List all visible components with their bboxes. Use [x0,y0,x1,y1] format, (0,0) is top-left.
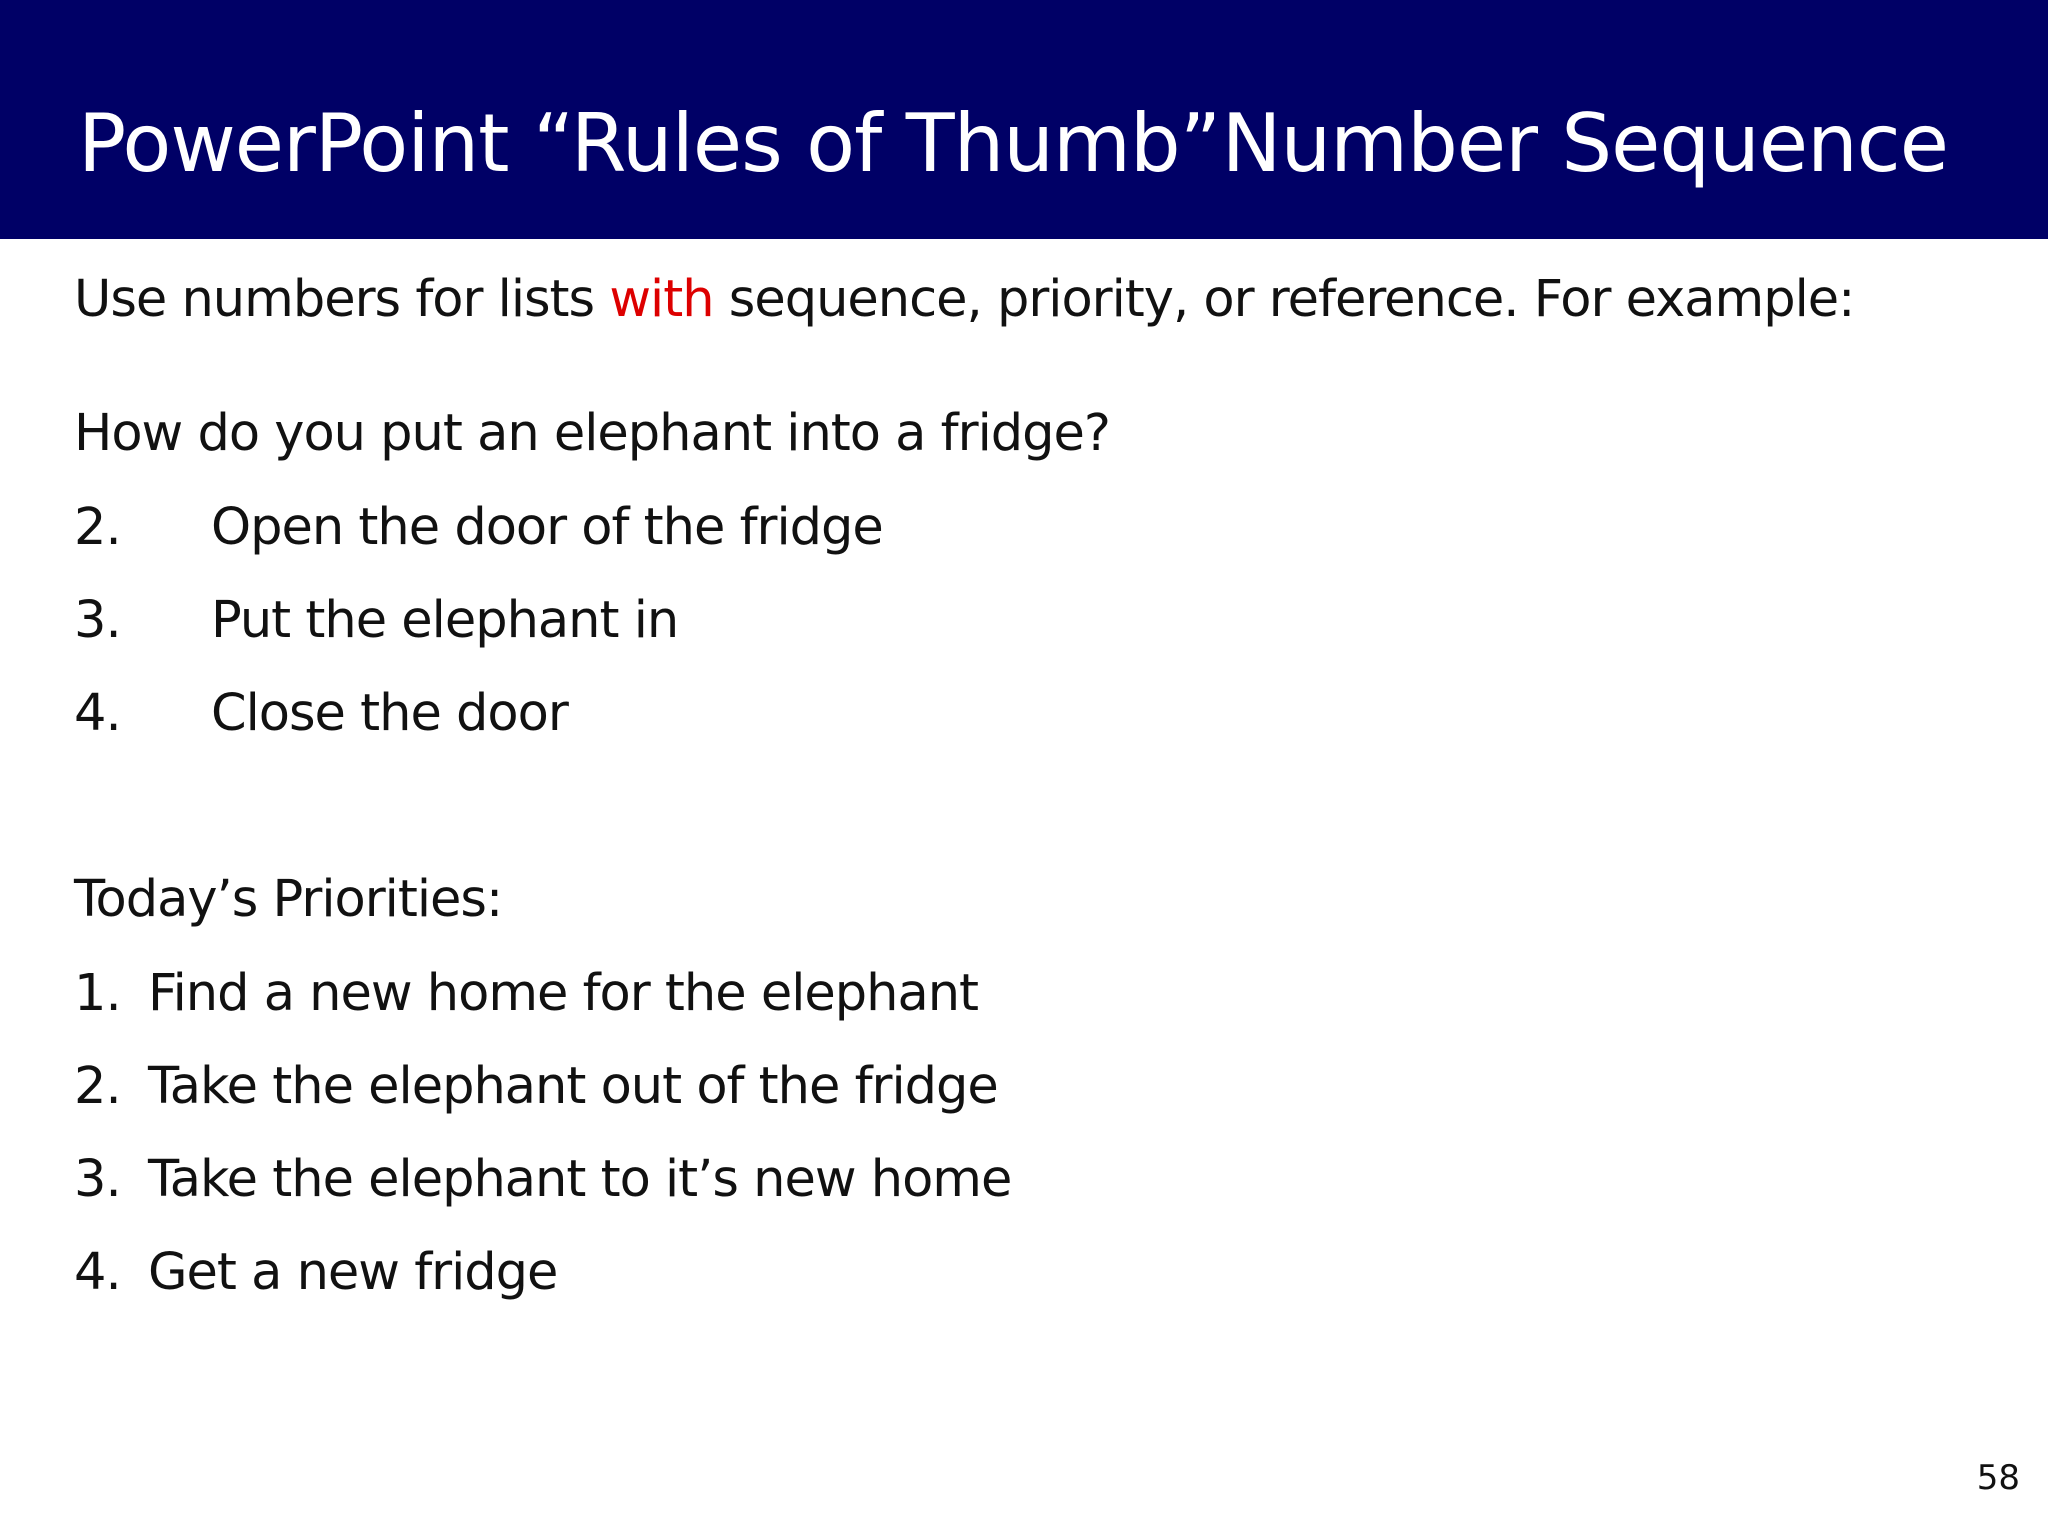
list-item-text: Get a new fridge [148,1243,558,1302]
intro-text [74,262,1854,338]
list-item-text: Take the elephant out of the fridge [148,1057,998,1116]
list-item-text: Take the elephant to it’s new home [148,1150,1012,1209]
page-number: 58 [1976,1458,2020,1498]
list-item-number: 2. [74,498,121,557]
list-item-text: Find a new home for the elephant [148,964,979,1023]
slide-subtitle: Number Sequence [1221,97,1948,190]
section1-question: How do you put an elephant into a fridge? [74,404,1110,463]
list-item-number: 3. [74,591,121,650]
intro-text-part2: sequence, priority, or reference. For example: [713,270,1855,329]
list-item-text: Close the door [211,684,568,743]
intro-text-part1: Use numbers for lists [74,270,610,329]
list-item-text: Put the elephant in [211,591,679,650]
list-item-number: 1. [74,964,121,1023]
slide-title: PowerPoint “Rules of Thumb” [78,97,1221,190]
list-item-number: 3. [74,1150,121,1209]
list-item-number: 4. [74,1243,121,1302]
section2-heading: Today’s Priorities: [74,870,503,929]
list-item-number: 4. [74,684,121,743]
slide-header [0,0,2048,239]
intro-highlight-word: with [609,270,714,329]
list-item-number: 2. [74,1057,121,1116]
list-item-text: Open the door of the fridge [211,498,883,557]
